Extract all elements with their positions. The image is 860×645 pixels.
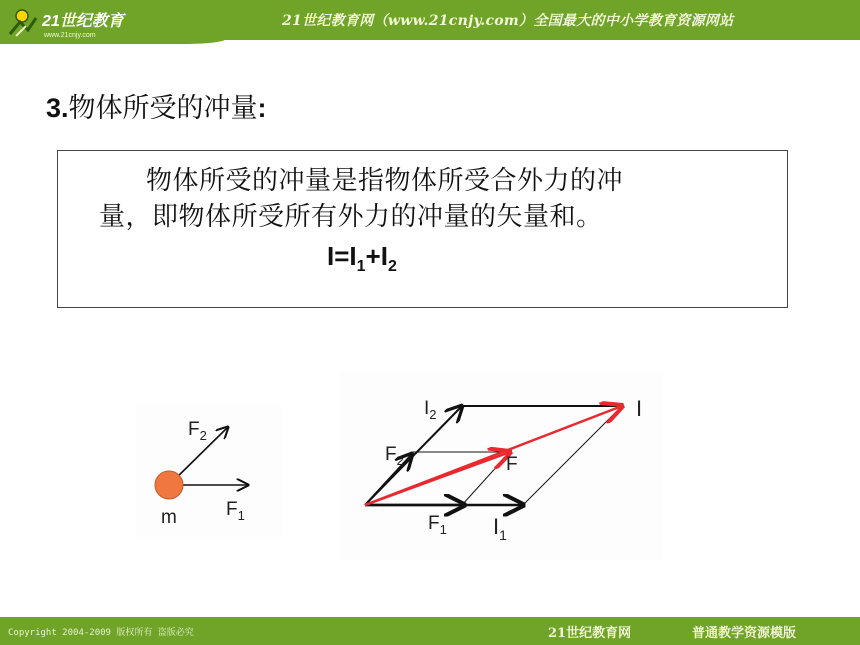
parallelogram-right [523, 406, 622, 505]
definition-line-1: 物体所受的冲量是指物体所受合外力的冲 [146, 166, 624, 196]
logo-url: www.21cnjy.com [44, 32, 96, 39]
impulse-formula: $I=I_1+I_2$ [327, 241, 397, 275]
site-title: 21世纪教育网（www.21cnjy.com）全国最大的中小学教育资源网站 [282, 13, 734, 29]
section-colon: : [257, 93, 267, 123]
copyright-text: Copyright 2004-2009 版权所有 盗版必究 [8, 628, 194, 638]
label-f: F [506, 454, 518, 475]
force-diagram [136, 403, 282, 537]
definition-box [57, 150, 788, 308]
definition-line-2: 量，即物体所受所有外力的冲量的矢量和。 [99, 202, 603, 232]
label-i: I [636, 396, 643, 421]
footer-template-name: 普通教学资源模版 [692, 626, 797, 641]
label-f2: $F_2$ [385, 444, 404, 468]
footer-site-name: 21世纪教育网 [548, 626, 632, 641]
label-mass: m [161, 507, 177, 528]
label-f1: $F_1$ [226, 499, 245, 523]
label-i2: $I_2$ [424, 398, 437, 422]
section-title: 物体所受的冲量 [68, 93, 258, 124]
section-heading [46, 86, 267, 125]
label-i1: $I_1$ [493, 514, 507, 543]
footer-bar [0, 617, 860, 645]
impulse-parallelogram-diagram [340, 372, 663, 560]
site-logo [6, 2, 146, 42]
logo-text: 21世纪教育 [42, 13, 124, 30]
label-f2: $F_2$ [188, 419, 207, 443]
label-f1: $F_1$ [428, 513, 447, 537]
section-number: 3. [46, 93, 69, 123]
mass-ball [155, 471, 183, 499]
